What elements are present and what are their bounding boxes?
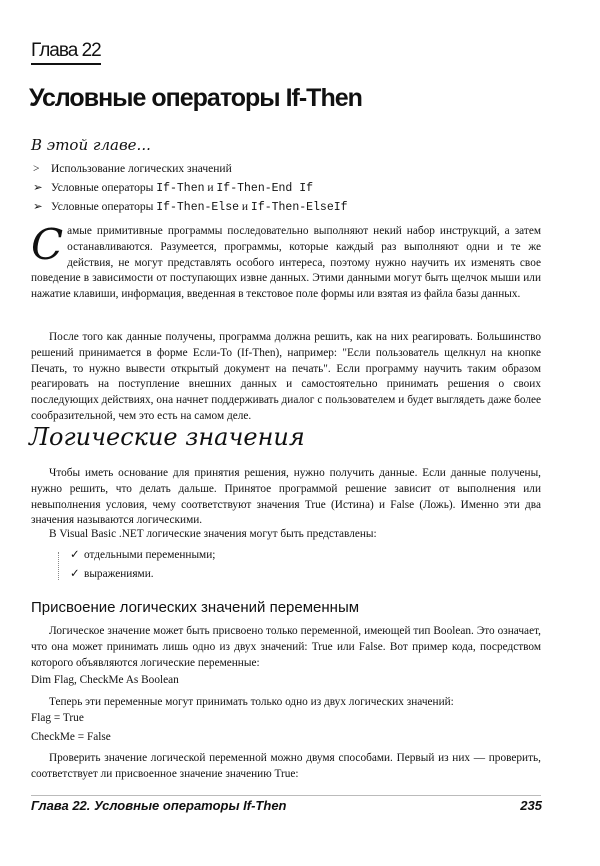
section1-paragraph [31,466,541,529]
intro-paragraph-1 [31,220,541,303]
list-item-sep: и [239,201,251,213]
running-footer-title: Глава 22. Условные операторы If-Then [31,798,287,813]
list-item [33,179,348,198]
list-item [70,546,215,565]
subsection-heading: Присвоение логических значений переменным [31,599,360,616]
footer-divider [31,795,541,796]
margin-note-mark [58,552,65,580]
in-chapter-heading: В этой главе... [31,136,151,154]
paragraph-text: После того как данные получены, программа должна решить, как на них реагировать. Большинство решений принимается в форме Если-То (If-Then), например: "Если пользователь щелкнул на кнопке Печать, то нужно вывести открытый документ на печать". Если программу научить таким образом реагировать на поступление внешних данных и самостоятельно принимать решения о своих последующих действиях, она начнет поддерживать диалог с пользователем и будет выглядеть даже более сообразительной, чем это есть на самом деле. [31,331,541,422]
checkmark-icon: ✓ [70,568,80,580]
section-heading-logical-values: Логические значения [29,423,305,451]
intro-paragraph-2 [31,330,541,425]
arrow-bullet-icon: > [33,163,40,175]
list-item [33,198,348,217]
list-item [70,565,215,584]
paragraph-text: Чтобы иметь основание для принятия решения, нужно получить данные. Если данные получены, нужно решить, что делать дальше. Принятое программой решение зависит от выполнения или невыполнения условия, чему соответствуют значения True (Истина) и False (Ложь). Именно эти два значения называются логическими. [31,467,541,527]
list-item [33,160,348,179]
code-line-checkme: CheckMe = False [31,731,111,743]
code-term: If-Then-ElseIf [250,201,348,214]
section2-paragraph-3 [31,751,541,783]
paragraph-text: Проверить значение логической переменной можно двумя способами. Первый из них — проверить, соответствует ли присвоенное значение значению True: [31,752,541,780]
list-item-sep: и [204,182,217,194]
arrow-bullet-icon: ➢ [33,201,43,213]
paragraph-text: Логическое значение может быть присвоено только переменной, имеющей тип Boolean. Это означает, что она может принимать лишь одно из двух значений: True или False. Вот пример кода, посредством которого объявляются логические переменные: [31,625,541,669]
representation-list [70,546,215,584]
list-item-text: выражениями. [84,568,154,580]
section2-paragraph-1 [31,624,541,671]
page-number: 235 [520,798,542,813]
code-term: If-Then [156,182,205,195]
code-line-flag: Flag = True [31,712,84,724]
list-item-text: Использование логических значений [51,163,232,175]
drop-cap: С [31,220,64,269]
checkmark-icon: ✓ [70,549,80,561]
list-item-text: отдельными переменными; [84,549,216,561]
code-term: If-Then-End If [216,182,314,195]
code-line-dim: Dim Flag, CheckMe As Boolean [31,674,179,686]
chapter-title: Условные операторы If-Then [29,84,362,112]
vb-intro-line: В Visual Basic .NET логические значения могут быть представлены: [49,528,377,540]
chapter-label: Глава 22 [31,40,101,65]
list-item-text: Условные операторы [51,201,157,213]
section2-paragraph-2 [31,695,541,711]
paragraph-text: амые примитивные программы последовательно выполняют некий набор инструкций, а затем останавливаются. Разумеется, программы, которые каждый раз выполняют одни и те же действия, не могут представлять особого интереса, поэтому нужно научить их изменять свое поведение в зависимости от поступающих извне данных. Этими данными могут быть щелчок мыши или нажатие клавиши, информация, введенная в текстовое поле формы или взятая из файла базы данных. [31,225,541,301]
arrow-bullet-icon: ➢ [33,182,43,194]
paragraph-text: Теперь эти переменные могут принимать только одно из двух логических значений: [49,696,454,708]
code-term: If-Then-Else [156,201,240,214]
list-item-text: Условные операторы [51,182,157,194]
chapter-topics-list [33,160,348,217]
